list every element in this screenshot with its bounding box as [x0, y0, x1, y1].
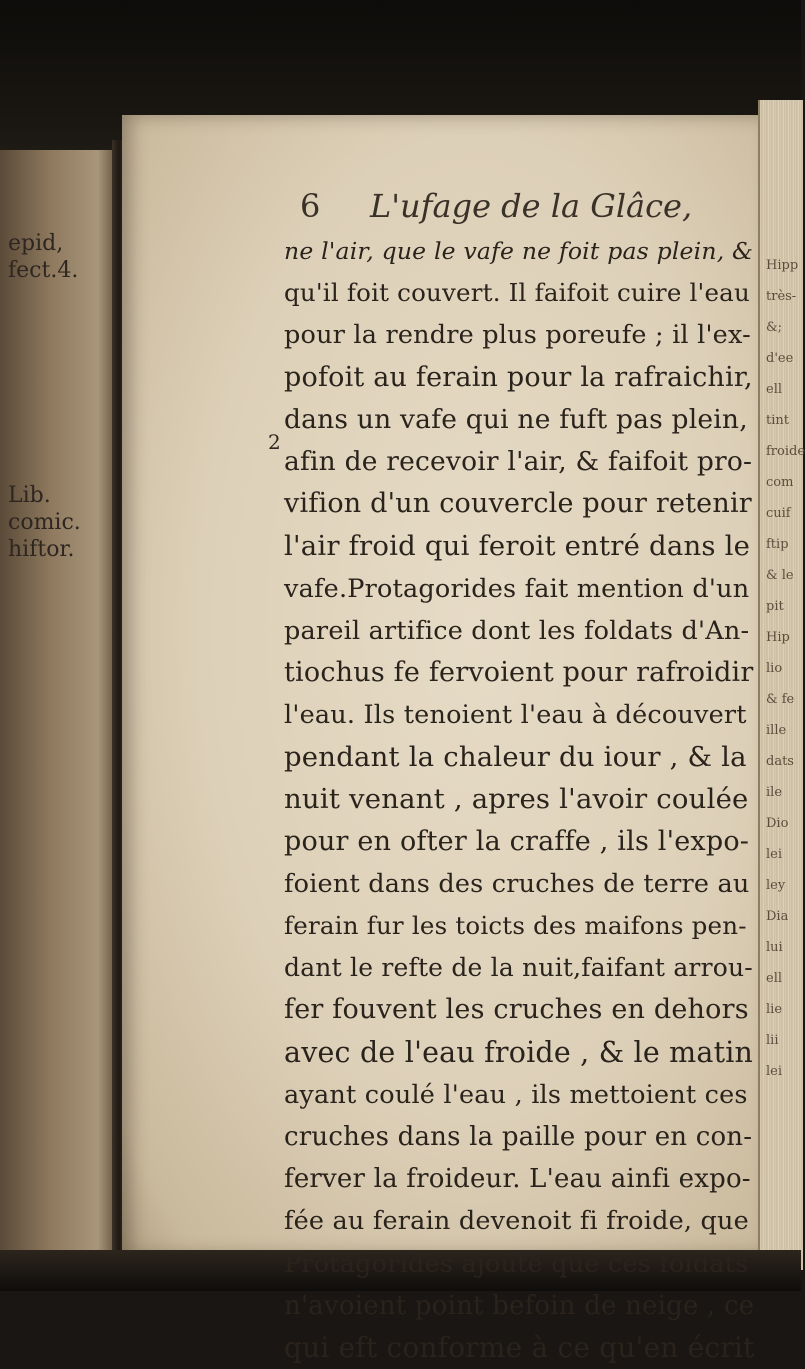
text-line: avec de l'eau froide , & le matin [284, 1035, 754, 1069]
edge-fragment: com [766, 475, 794, 490]
edge-fragment: Dia [766, 909, 789, 924]
text-line: vafe.Protagorides fait mention d'un [284, 573, 750, 604]
text-line: afin de recevoir l'air, & faifoit pro- [284, 445, 753, 477]
edge-fragment: Hip [766, 630, 790, 645]
edge-fragment: lui [766, 940, 783, 955]
body-text [284, 230, 754, 1369]
page-header [300, 187, 760, 227]
edge-fragment: pit [766, 599, 784, 614]
edge-fragment: ille [766, 723, 787, 738]
text-line: nuit venant , apres l'avoir coulée [284, 783, 749, 816]
text-line: fée au ferain devenoit fi froide, que [284, 1206, 749, 1237]
text-line: cruches dans la paille pour en con- [284, 1121, 753, 1152]
edge-fragment: Dio [766, 816, 789, 831]
text-line: qui eft conforme à ce qu'en écrit [284, 1330, 755, 1364]
edge-fragment: froide [766, 444, 805, 459]
text-line: l'eau. Ils tenoient l'eau à découvert [284, 700, 747, 731]
text-line: pour en ofter la craffe , ils l'expo- [284, 825, 750, 857]
text-line: ayant coulé l'eau , ils mettoient ces [284, 1079, 748, 1110]
text-line: vifion d'un couvercle pour retenir [284, 488, 752, 520]
edge-fragment: &; [766, 320, 782, 335]
edge-fragment: dats [766, 754, 794, 769]
edge-fragment: ell [766, 382, 783, 397]
edge-fragment: d'ee [766, 351, 794, 366]
left-page-edge [0, 150, 115, 1260]
edge-fragment: & le [766, 568, 794, 583]
edge-fragment: ile [766, 785, 783, 800]
edge-fragment: très- [766, 289, 797, 304]
edge-fragment: ley [766, 878, 786, 893]
text-line: ne l'air, que le vafe ne foit pas plein, & [284, 237, 754, 265]
text-line: dans un vafe qui ne fuft pas plein, [284, 403, 748, 435]
next-page-text-fragments [766, 250, 805, 1087]
text-line: Protagorides ajoûte que ces foldats [284, 1248, 749, 1279]
edge-fragment: lei [766, 1064, 783, 1079]
edge-fragment: lio [766, 661, 783, 676]
line-reference-number: 2 [268, 430, 281, 454]
running-title: L'ufage de la Glâce, [370, 187, 693, 225]
text-line: ferain fur les toicts des maifons pen- [284, 911, 747, 940]
edge-fragment: lie [766, 1002, 783, 1017]
text-line: l'air froid qui feroit entré dans le [284, 530, 751, 563]
text-line: tiochus fe fervoient pour rafroidir [284, 656, 754, 688]
text-line: fer fouvent les cruches en dehors [284, 994, 749, 1026]
edge-fragment: & fe [766, 692, 795, 707]
text-line: ferver la froideur. L'eau ainfi expo- [284, 1164, 751, 1195]
text-line: qu'il foit couvert. Il faifoit cuire l'eau [284, 278, 750, 308]
edge-fragment: lei [766, 847, 783, 862]
text-line: n'avoient point befoin de neige , ce [284, 1290, 755, 1321]
text-line: foient dans des cruches de terre au [284, 868, 750, 899]
text-line: pendant la chaleur du iour , & la [284, 741, 747, 774]
edge-fragment: ell [766, 971, 783, 986]
edge-fragment: ftip [766, 537, 789, 552]
text-line: pour la rendre plus poreufe ; il l'ex- [284, 320, 751, 351]
margin-note-epid: epid, fect.4. [8, 231, 79, 283]
edge-fragment: Hipp [766, 258, 799, 273]
text-line: dant le refte de la nuit,faifant arrou- [284, 953, 753, 983]
text-line: pofoit au ferain pour la rafraichir, [284, 361, 753, 393]
edge-fragment: lii [766, 1033, 779, 1048]
edge-fragment: tint [766, 413, 789, 428]
edge-fragment: cuif [766, 506, 791, 521]
margin-note-lib: Lib. comic. hiftor. [8, 483, 81, 562]
text-line: pareil artifice dont les foldats d'An- [284, 615, 750, 646]
page-number: 6 [300, 187, 321, 225]
